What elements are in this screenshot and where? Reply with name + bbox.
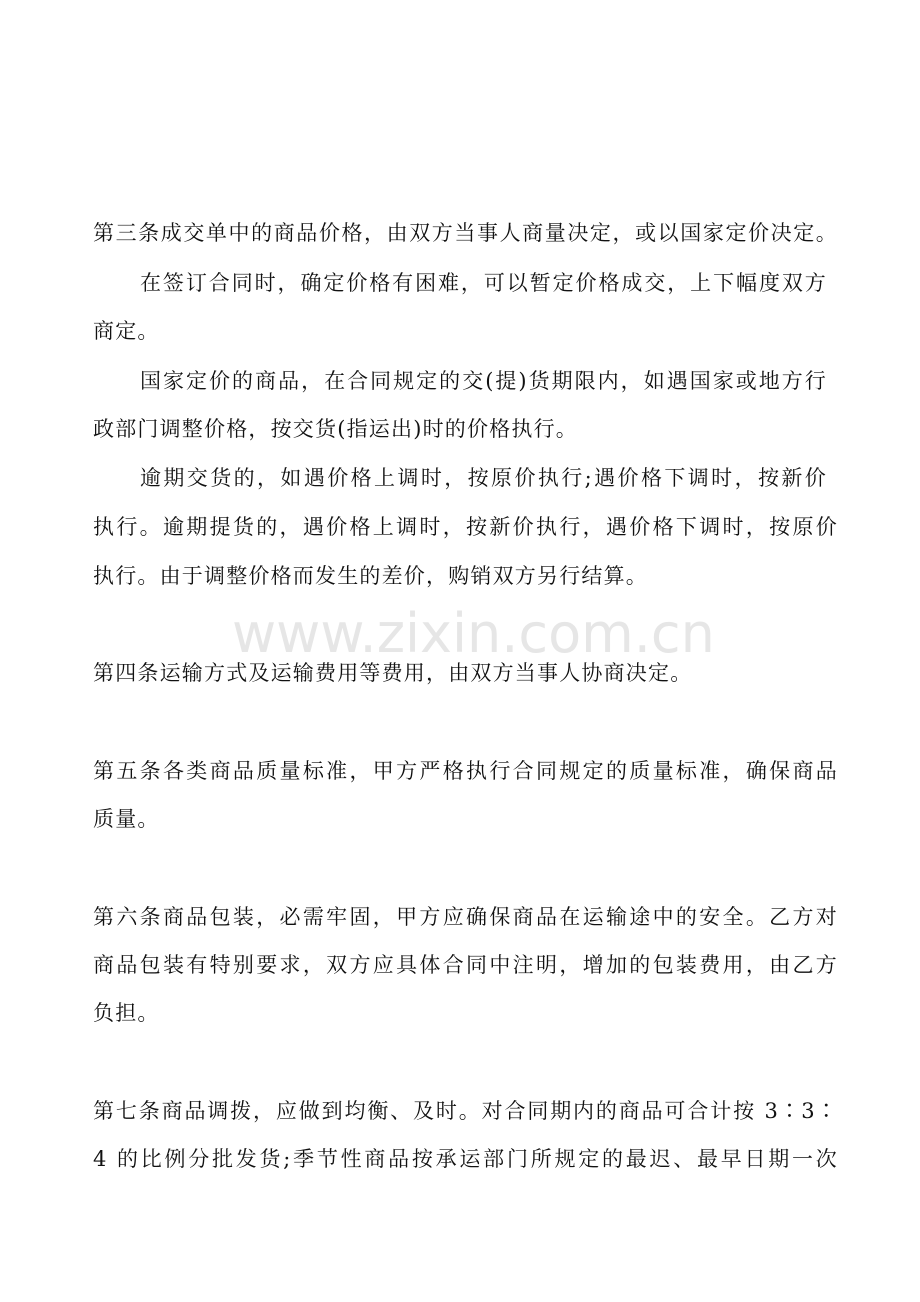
watermark-text: www.zixin.com.cn	[232, 602, 715, 665]
article-3-paragraph-1-line-1: 在签订合同时，确定价格有困难，可以暂定价格成交，上下幅度双方	[140, 271, 827, 295]
article-6-line-3: 负担。	[93, 1001, 160, 1025]
article-7-line-2: 4 的比例分批发货;季节性商品按承运部门所规定的最迟、最早日期一次	[93, 1147, 838, 1171]
article-3-paragraph-3-line-3: 执行。由于调整价格而发生的差价，购销双方另行结算。	[93, 564, 648, 588]
article-7-line-1: 第七条商品调拨，应做到均衡、及时。对合同期内的商品可合计按 3∶3∶	[93, 1099, 838, 1123]
article-5-line-2: 质量。	[93, 807, 160, 831]
article-3-paragraph-3-line-2: 执行。逾期提货的，遇价格上调时，按新价执行，遇价格下调时，按原价	[93, 515, 838, 539]
article-3-paragraph-1-line-2: 商定。	[93, 319, 160, 343]
article-6-line-2: 商品包装有特别要求，双方应具体合同中注明，增加的包装费用，由乙方	[93, 953, 838, 977]
article-3-paragraph-2-line-2: 政部门调整价格，按交货(指运出)时的价格执行。	[93, 417, 578, 441]
article-3-paragraph-3-line-1: 逾期交货的，如遇价格上调时，按原价执行;遇价格下调时，按新价	[140, 466, 827, 490]
article-5-line-1: 第五条各类商品质量标准，甲方严格执行合同规定的质量标准，确保商品	[93, 759, 838, 783]
article-6-line-1: 第六条商品包装，必需牢固，甲方应确保商品在运输途中的安全。乙方对	[93, 905, 838, 929]
article-3-line-1: 第三条成交单中的商品价格，由双方当事人商量决定，或以国家定价决定。	[93, 221, 838, 245]
article-3-paragraph-2-line-1: 国家定价的商品，在合同规定的交(提)货期限内，如遇国家或地方行	[140, 369, 827, 393]
article-4-line-1: 第四条运输方式及运输费用等费用，由双方当事人协商决定。	[93, 661, 693, 685]
